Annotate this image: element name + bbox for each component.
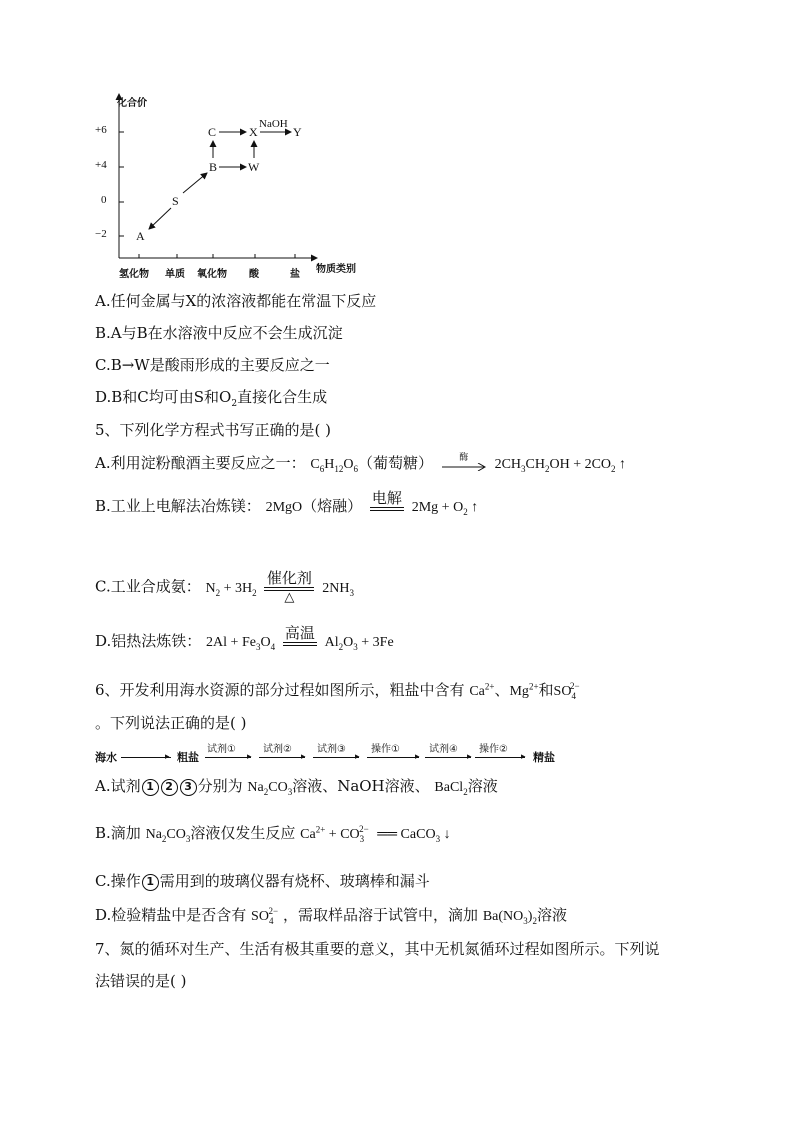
q5-option-d: D.铝热法炼铁： $2Al + Fe_3O_4$ 高温 $Al_2O_3 + 3Fe$ <box>95 623 394 652</box>
y-tick: 0 <box>101 194 107 206</box>
circled-2: 2 <box>161 779 178 796</box>
node-b: B <box>209 160 218 174</box>
flow-r4: 试剂④ <box>429 744 458 755</box>
node-x: X <box>249 125 258 139</box>
q5-option-b: B.工业上电解法冶炼镁： 2MgO（熔融） 电解 $2Mg + O_2$ ↑ <box>95 488 479 517</box>
q5-a-label: A.利用淀粉酿酒主要反应之一： <box>95 454 306 472</box>
q6-stem: 6、开发利用海水资源的部分过程如图所示，粗盐中含有 $Ca^{2+}$、$Mg^{2+}$和$SO_4^{2-}$ <box>95 681 580 701</box>
q5-d-condition: 高温 <box>283 625 317 646</box>
flow-op2: 操作② <box>479 744 508 755</box>
q5-d-label: D.铝热法炼铁： <box>95 632 202 650</box>
q5-a-cond: 酶 <box>459 453 469 463</box>
flow-r2: 试剂② <box>263 744 292 755</box>
x-tick: 单质 <box>165 269 185 280</box>
flow-op1: 操作① <box>371 744 400 755</box>
q5-c-condition: 催化剂 △ <box>264 570 314 605</box>
q6-option-d: D.检验精盐中是否含有 $SO_4^{2-}$ ，需取样品溶于试管中，滴加 $Ba(NO_3)_2$溶液 <box>95 906 567 926</box>
q7-stem-line2: 法错误的是( ) <box>95 972 187 990</box>
flow-fine: 精盐 <box>533 751 555 764</box>
flow-sea: 海水 <box>95 751 117 764</box>
node-c: C <box>208 125 217 139</box>
x-axis-label: 物质类别 <box>316 264 356 275</box>
node-y: Y <box>293 125 302 139</box>
q6-flow: 海水 ▸ 粗盐 试剂① ▸ 试剂② ▸ 试剂③ ▸ 操作① ▸ 试剂④ ▸ 操作② ▸ 精盐 <box>95 745 565 765</box>
valence-chart-svg <box>95 90 385 280</box>
q6-option-a: A.试剂 1 2 3 分别为 $Na_2CO_3$溶液、NaOH溶液、 BaCl$_2$溶液 <box>95 777 498 797</box>
circled-3: 3 <box>180 779 197 796</box>
q6-option-b: B.滴加 $Na_2CO_3$溶液仅发生反应 $Ca^{2+} + CO_3^{2-}$ ══ CaCO$_3$ ↓ <box>95 824 451 844</box>
q7-stem-line1: 7、氮的循环对生产、生活有极其重要的意义，其中无机氮循环过程如图所示。下列说 <box>95 940 660 958</box>
y-tick: +6 <box>95 124 107 136</box>
circled-op1: 1 <box>142 874 159 891</box>
arrow-s-to-a <box>149 208 171 229</box>
flow-r1: 试剂① <box>207 744 236 755</box>
q4-d-post: 直接化合生成 <box>237 388 328 406</box>
q5-option-c: C.工业合成氨： $N_2 + 3H_2$ 催化剂 △ $2NH_3$ <box>95 569 354 605</box>
q5-stem: 5、下列化学方程式书写正确的是( ) <box>95 421 332 439</box>
q4-option-a: A.任何金属与X的浓溶液都能在常温下反应 <box>95 292 377 310</box>
q4-option-d: D.B和C均可由S和$O_2$直接化合生成 <box>95 388 328 409</box>
q5-c-label: C.工业合成氨： <box>95 577 201 596</box>
q5-a-arrow <box>442 454 486 474</box>
q4-option-c: C.B→W是酸雨形成的主要反应之一 <box>95 356 330 374</box>
q4-d-pre: D.B和C均可由S和O <box>95 388 232 406</box>
y-axis-label: 化合价 <box>117 98 147 109</box>
flow-r3: 试剂③ <box>317 744 346 755</box>
circled-1: 1 <box>142 779 159 796</box>
q4-option-b: B.A与B在水溶液中反应不会生成沉淀 <box>95 324 343 342</box>
x-tick: 酸 <box>249 269 259 280</box>
q5-b-label: B.工业上电解法冶炼镁： <box>95 497 261 515</box>
x-tick: 盐 <box>290 269 300 280</box>
node-s: S <box>172 194 179 208</box>
x-tick: 氧化物 <box>197 269 227 280</box>
y-tick: +4 <box>95 159 107 171</box>
q5-b-note: （熔融） <box>302 497 363 515</box>
q5-b-condition: 电解 <box>370 490 404 511</box>
q5-a-note: （葡萄糖） <box>357 454 433 472</box>
valence-chart <box>95 90 385 280</box>
arrow-s-to-b <box>183 173 207 193</box>
flow-crude: 粗盐 <box>177 751 199 764</box>
x-tick: 氢化物 <box>119 269 149 280</box>
node-w: W <box>248 160 260 174</box>
q5-option-a: A.利用淀粉酿酒主要反应之一： $C_6H_{12}O_6$（葡萄糖） 酶 $2CH_3CH_2OH + 2CO_2$ ↑ <box>95 453 627 474</box>
y-tick: −2 <box>95 228 107 240</box>
q6-option-c: C.操作 1 需用到的玻璃仪器有烧杯、玻璃棒和漏斗 <box>95 872 430 890</box>
node-a: A <box>136 229 145 243</box>
arrow-reagent: NaOH <box>259 118 288 130</box>
q6-stem-cont: 。下列说法正确的是( ) <box>95 714 247 732</box>
